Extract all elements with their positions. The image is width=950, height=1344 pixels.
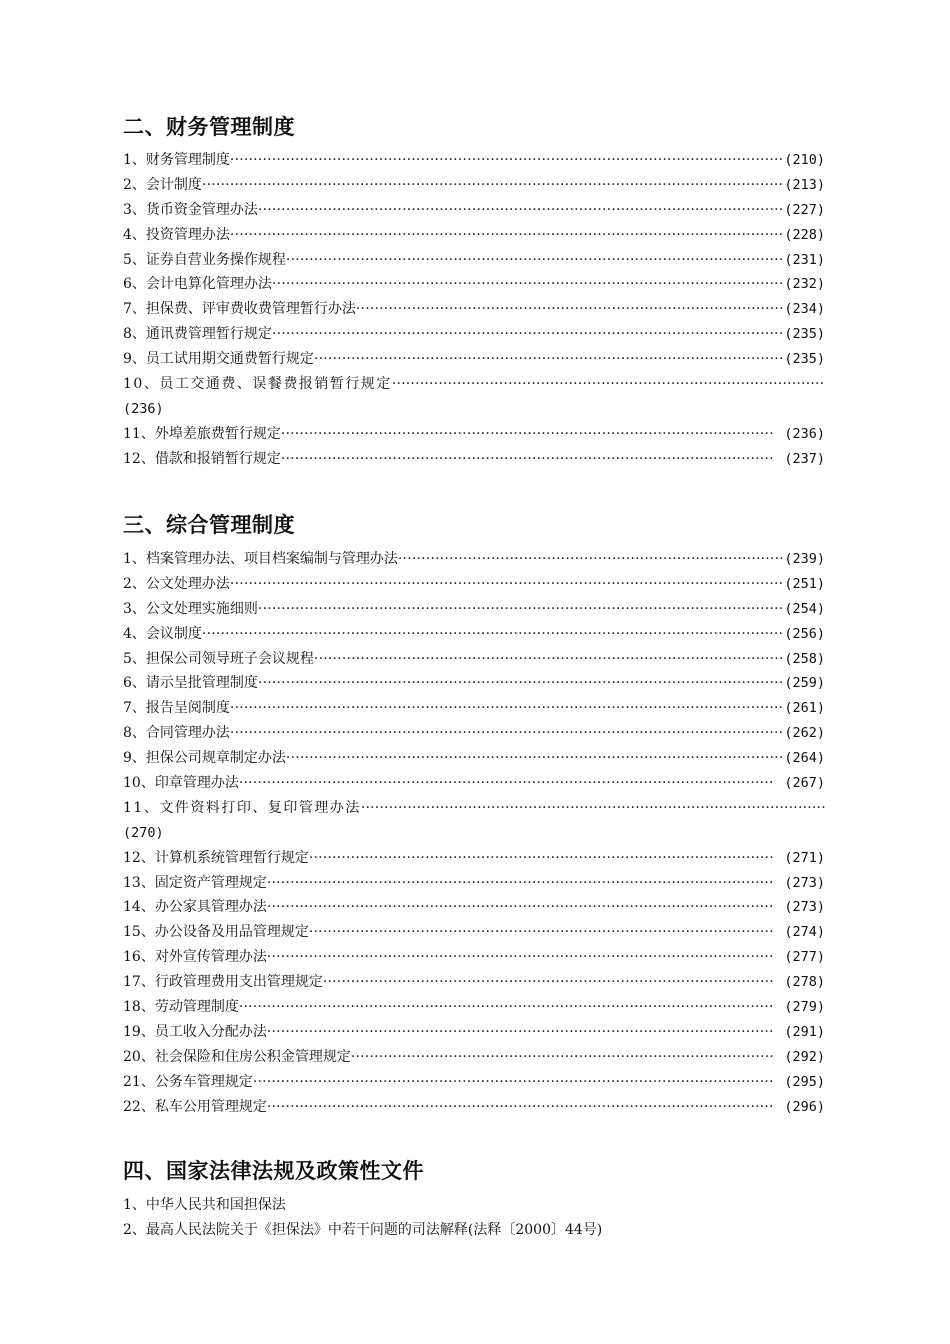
dot-leader [202, 173, 784, 198]
toc-entry-title: 17、行政管理费用支出管理规定 [123, 974, 323, 991]
toc-entry[interactable] [123, 148, 825, 173]
toc-entry-page: (237) [784, 450, 825, 467]
toc-entry-page: (236) [123, 400, 164, 417]
toc-entry-page: (295) [784, 1073, 825, 1090]
toc-entry-title: 3、货币资金管理办法 [123, 201, 258, 218]
toc-entry-title: 13、固定资产管理规定 [123, 874, 267, 891]
toc-entry[interactable] [123, 422, 825, 447]
toc-entry-title: 1、财务管理制度 [123, 151, 230, 168]
dot-leader [267, 871, 775, 896]
toc-entry[interactable] [123, 945, 825, 970]
toc-entry[interactable] [123, 297, 825, 322]
toc-entry-title: 7、担保费、评审费收费管理暂行办法 [123, 301, 356, 318]
toc-entry[interactable] [123, 447, 825, 472]
dot-leader [309, 846, 775, 871]
toc-entry-page: (261) [784, 700, 825, 717]
toc-entry-page: (210) [784, 151, 825, 168]
dot-leader [272, 272, 784, 297]
section-laws [123, 1156, 825, 1243]
toc-entry-page: (235) [784, 326, 825, 343]
toc-entry-page: (259) [784, 675, 825, 692]
toc-entry[interactable] [123, 173, 825, 198]
toc-entry-wrapped[interactable] [123, 372, 825, 397]
toc-entry-page: (291) [784, 1023, 825, 1040]
dot-leader [258, 198, 784, 223]
toc-entry-title: 20、社会保险和住房公积金管理规定 [123, 1048, 351, 1065]
toc-entry[interactable] [123, 746, 825, 771]
toc-entry[interactable] [123, 1095, 825, 1120]
dot-leader [230, 148, 784, 173]
dot-leader [267, 1020, 775, 1045]
dot-leader [202, 622, 784, 647]
dot-leader [258, 597, 784, 622]
dot-leader [239, 995, 775, 1020]
toc-entry-wrapped[interactable] [123, 796, 825, 821]
toc-entry[interactable] [123, 272, 825, 297]
toc-entry-title: 18、劳动管理制度 [123, 999, 239, 1016]
toc-entry[interactable] [123, 198, 825, 223]
toc-entry-title: 16、对外宣传管理办法 [123, 949, 267, 966]
section-heading: 二、财务管理制度 [123, 115, 295, 139]
toc-entry-page: (273) [784, 899, 825, 916]
toc-entry[interactable] [123, 597, 825, 622]
toc-entry-page: (236) [784, 425, 825, 442]
toc-entry-page: (234) [784, 301, 825, 318]
toc-entry-title: 2、公文处理办法 [123, 575, 230, 592]
toc-entry-page: (254) [784, 600, 825, 617]
toc-entry-title: 6、会计电算化管理办法 [123, 276, 272, 293]
toc-entry[interactable] [123, 347, 825, 372]
toc-entry-title: 10、印章管理办法 [123, 775, 239, 791]
toc-entry-page: (277) [784, 949, 825, 966]
toc-entry[interactable] [123, 547, 825, 572]
dot-leader [286, 746, 784, 771]
toc-entry-title: 12、计算机系统管理暂行规定 [123, 849, 309, 866]
dot-leader [392, 372, 825, 397]
toc-entry[interactable] [123, 248, 825, 273]
list-item[interactable]: 2、最高人民法院关于《担保法》中若干问题的司法解释(法释〔2000〕44号) [123, 1222, 603, 1238]
toc-entry-page: (271) [784, 849, 825, 866]
toc-entry-page: (264) [784, 750, 825, 767]
toc-entry-title: 5、担保公司领导班子会议规程 [123, 650, 314, 667]
dot-leader [351, 1045, 775, 1070]
toc-entry-title: 8、通讯费管理暂行规定 [123, 326, 272, 343]
toc-entry-page: (267) [784, 775, 825, 791]
dot-leader [361, 796, 825, 821]
toc-entry[interactable] [123, 771, 825, 796]
toc-entry[interactable] [123, 846, 825, 871]
dot-leader [239, 771, 775, 796]
toc-entry-title: 8、合同管理办法 [123, 725, 230, 742]
toc-entry-page: (262) [784, 725, 825, 742]
toc-entry[interactable] [123, 572, 825, 597]
section-general [123, 510, 825, 1119]
toc-entry-page: (278) [784, 974, 825, 991]
toc-entry-title: 11、文件资料打印、复印管理办法 [123, 799, 361, 816]
toc-entry-page: (213) [784, 176, 825, 193]
dot-leader [230, 223, 784, 248]
dot-leader [267, 1095, 775, 1120]
section-heading: 四、国家法律法规及政策性文件 [123, 1159, 424, 1183]
dot-leader [230, 572, 784, 597]
toc-entry-title: 6、请示呈批管理制度 [123, 675, 258, 692]
toc-entry-title: 10、员工交通费、误餐费报销暂行规定 [123, 376, 392, 392]
toc-entry[interactable] [123, 223, 825, 248]
toc-entry[interactable] [123, 1045, 825, 1070]
dot-leader [267, 945, 775, 970]
toc-entry[interactable] [123, 895, 825, 920]
toc-entry-title: 2、会计制度 [123, 176, 202, 193]
dot-leader [230, 721, 784, 746]
toc-entry[interactable] [123, 696, 825, 721]
toc-entry[interactable] [123, 721, 825, 746]
toc-entry-title: 21、公务车管理规定 [123, 1073, 253, 1090]
toc-entry-page: (251) [784, 575, 825, 592]
toc-entry-title: 22、私车公用管理规定 [123, 1098, 267, 1115]
toc-entry-title: 14、办公家具管理办法 [123, 899, 267, 916]
toc-entry-page: (270) [123, 824, 164, 841]
toc-entry-title: 19、员工收入分配办法 [123, 1023, 267, 1040]
section-heading: 三、综合管理制度 [123, 513, 295, 537]
toc-entry-title: 9、员工试用期交通费暂行规定 [123, 351, 314, 368]
toc-entry[interactable] [123, 970, 825, 995]
toc-entry-page: (292) [784, 1048, 825, 1065]
dot-leader [309, 920, 775, 945]
dot-leader [314, 347, 784, 372]
dot-leader [253, 1070, 775, 1095]
toc-entry[interactable] [123, 647, 825, 672]
dot-leader [281, 447, 775, 472]
dot-leader [314, 647, 784, 672]
toc-entry-title: 12、借款和报销暂行规定 [123, 450, 281, 467]
toc-entry-page: (256) [784, 625, 825, 642]
dot-leader [356, 297, 784, 322]
toc-entry[interactable] [123, 1020, 825, 1045]
toc-entry-page: (273) [784, 874, 825, 891]
toc-entry-title: 5、证券自营业务操作规程 [123, 251, 286, 268]
toc-entry-page: (296) [784, 1098, 825, 1115]
toc-entry-page: (239) [784, 550, 825, 567]
dot-leader [230, 696, 784, 721]
toc-entry[interactable] [123, 1070, 825, 1095]
dot-leader [272, 322, 784, 347]
toc-entry-title: 9、担保公司规章制定办法 [123, 750, 286, 767]
toc-entry[interactable] [123, 920, 825, 945]
dot-leader [281, 422, 775, 447]
dot-leader [286, 248, 784, 273]
section-finance [123, 112, 825, 472]
toc-entry-page: (228) [784, 226, 825, 243]
toc-entry-page: (274) [784, 924, 825, 941]
toc-entry[interactable] [123, 995, 825, 1020]
toc-entry-page: (279) [784, 999, 825, 1016]
toc-entry-page: (231) [784, 251, 825, 268]
toc-entry[interactable] [123, 671, 825, 696]
toc-entry-title: 1、档案管理办法、项目档案编制与管理办法 [123, 550, 398, 567]
toc-entry-title: 3、公文处理实施细则 [123, 600, 258, 617]
list-item[interactable]: 1、中华人民共和国担保法 [123, 1197, 286, 1213]
dot-leader [398, 547, 784, 572]
toc-entry-title: 4、投资管理办法 [123, 226, 230, 243]
toc-entry-page: (258) [784, 650, 825, 667]
dot-leader [258, 671, 784, 696]
dot-leader [323, 970, 775, 995]
toc-entry[interactable] [123, 322, 825, 347]
dot-leader [267, 895, 775, 920]
toc-entry-title: 11、外埠差旅费暂行规定 [123, 425, 281, 442]
toc-entry[interactable] [123, 871, 825, 896]
toc-entry-page: (227) [784, 201, 825, 218]
toc-entry[interactable] [123, 622, 825, 647]
toc-entry-page: (232) [784, 276, 825, 293]
toc-entry-title: 7、报告呈阅制度 [123, 700, 230, 717]
toc-entry-page: (235) [784, 351, 825, 368]
toc-entry-title: 4、会议制度 [123, 625, 202, 642]
toc-entry-title: 15、办公设备及用品管理规定 [123, 924, 309, 941]
